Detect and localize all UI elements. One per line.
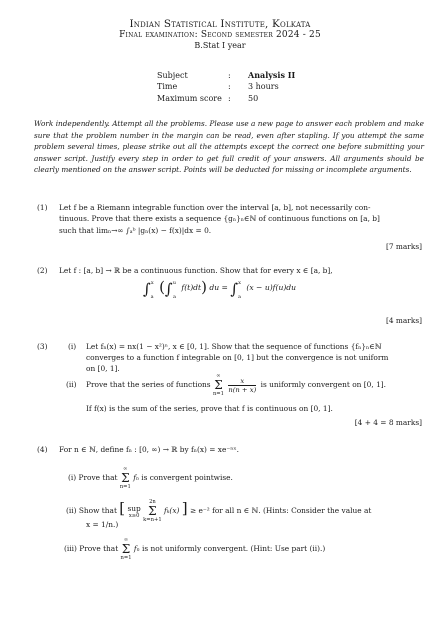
question-number: (3) [37, 342, 48, 351]
meta-key: Time [157, 82, 178, 92]
exam-meta [157, 70, 295, 104]
q3-ii-post: is uniformly convergent on [0, 1]. [260, 380, 387, 389]
lower-limit: a [237, 294, 241, 300]
q4-ii: (ii) Show that [ sup x≥0 2n Σ k=n+1 fₖ(x) ] ≥ e⁻² for all n ∈ ℕ. (Hints: Consider the value at [66, 499, 372, 523]
sum-term: fₙ [133, 473, 139, 482]
sum-upper: ∞ [123, 537, 129, 543]
question-number: (1) [37, 203, 48, 212]
fraction-denominator: n(n + x) [228, 385, 257, 394]
upper-limit: u [172, 280, 176, 286]
meta-colon: : [228, 82, 231, 92]
upper-limit: x [238, 280, 241, 286]
sup-word: sup [127, 503, 141, 513]
q3-i-line-1: Let fₙ(x) = nx(1 − x²)ⁿ, x ∈ [0, 1]. Show that the sequence of functions {fₙ}ₙ∈ℕ [86, 342, 382, 351]
sum-term: fₙ [133, 544, 140, 553]
sum-upper: ∞ [216, 373, 221, 379]
class-year: B.Stat I year [194, 41, 246, 50]
sum-lower: k=n+1 [143, 517, 162, 523]
fraction-numerator: x [228, 377, 256, 386]
meta-colon: : [228, 93, 231, 103]
meta-value: 3 hours [248, 82, 279, 92]
q3-i-line-3: on [0, 1]. [86, 364, 120, 373]
q2-equation: ∫$^x_a$ (∫$^u_a$ f(t)dt) du = ∫$^x_a$ (x − u)f(u)du [143, 278, 297, 300]
q3-i-line-2: converges to a function f integrable on [0, 1] but the convergence is not uniform [86, 353, 389, 362]
sum-lower: n=1 [120, 555, 132, 561]
q4-iii-post: is not uniformly convergent. (Hint: Use part (ii).) [142, 544, 326, 553]
institute-title: Indian Statistical Institute, Kolkata [129, 18, 311, 30]
q1-line-3: such that limₙ→∞ ∫ₐᵇ |gₙ(x) − f(x)|dx = 0. [59, 226, 212, 235]
inner-integrand: f(t)dt [181, 283, 202, 292]
question-number: (2) [37, 266, 48, 275]
q4-i-post: is convergent pointwise. [141, 473, 233, 482]
q2-line-1: Let f : [a, b] → ℝ be a continuous function. Show that for every x ∈ [a, b], [59, 266, 333, 275]
sup-subscript: x≥0 [128, 512, 140, 519]
q1-line-1: Let f be a Riemann integrable function over the interval [a, b], not necessarily con- [59, 203, 371, 212]
instructions: Work independently. Attempt all the problems. Please use a new page to answer each problem and make sure that the problem number in the margin can be read, even after stapling. If you attempt the same problem several times, please strike out all the attempts except the correct one before submitting your answer script. Justify every step in order to get full credit of your answers. All arguments should be clearly mentioned on the answer script. Points will be deducted for missing or incomplete arguments. [34, 119, 424, 175]
meta-colon: : [228, 71, 231, 80]
rhs-integrand: (x − u)f(u)du [246, 283, 297, 292]
q4-iii-label: (iii) [64, 544, 77, 553]
sup-operator [128, 504, 141, 519]
sum-lower: n=1 [212, 391, 224, 397]
q4-i [68, 466, 233, 490]
q3-ii-line-1 [86, 373, 386, 397]
meta-value: 50 [248, 93, 259, 103]
q3-ii-line-2: If f(x) is the sum of the series, prove that f is continuous on [0, 1]. [86, 404, 333, 413]
sum-upper: 2n [149, 499, 156, 505]
sum-symbol: ∞ Σ n=1 [120, 537, 132, 561]
q4-iii [64, 537, 325, 561]
q3-ii-label: (ii) [66, 380, 77, 389]
q4-i-pre: Prove that [78, 473, 118, 482]
q1-marks: [7 marks] [385, 242, 422, 251]
question-number: (4) [37, 445, 48, 454]
q2-marks: [4 marks] [385, 316, 422, 325]
q4-line-1: For n ∈ ℕ, define fₙ : [0, ∞) → ℝ by fₙ(x) = xe⁻ⁿˣ. [59, 445, 239, 454]
sum-symbol: ∞ Σ n=1 [212, 373, 224, 397]
sum-term: fₖ(x) [164, 506, 180, 515]
q3-ii-pre: Prove that the series of functions [86, 380, 211, 389]
meta-subject [157, 70, 295, 81]
q1-line-2: tinuous. Prove that there exists a sequence {gₙ}ₙ∈ℕ of continuous functions on [a, b] [59, 214, 380, 223]
q4-iii-pre: Prove that [79, 544, 119, 553]
lower-limit: a [172, 294, 176, 300]
lower-limit: a [150, 294, 154, 300]
q3-marks: [4 + 4 = 8 marks] [354, 418, 422, 427]
meta-max-score [157, 93, 295, 104]
meta-key: Maximum score [157, 93, 222, 103]
meta-key: Subject [157, 71, 188, 80]
upper-limit: x [150, 280, 154, 286]
q4-ii-label: (ii) [66, 506, 77, 515]
sum-symbol: ∞ Σ n=1 [119, 466, 131, 490]
q3-i-label: (i) [68, 342, 77, 351]
q4-ii-post: ≥ e⁻² for all n ∈ ℕ. (Hints: Consider the value at [189, 506, 372, 515]
sum-lower: n=1 [119, 484, 131, 490]
sum-upper: ∞ [123, 466, 128, 472]
exam-title: Final examination: Second semester 2024 - 25 [119, 30, 321, 40]
outer-differential: du = [209, 283, 228, 292]
meta-value: Analysis II [248, 70, 296, 80]
series-term [228, 377, 256, 394]
meta-time [157, 81, 295, 92]
sum-symbol: 2n Σ k=n+1 [143, 499, 162, 523]
q4-ii-pre: Show that [78, 506, 117, 515]
q4-i-label: (i) [68, 473, 77, 482]
q4-ii-line-2: x = 1/n.) [86, 520, 119, 529]
